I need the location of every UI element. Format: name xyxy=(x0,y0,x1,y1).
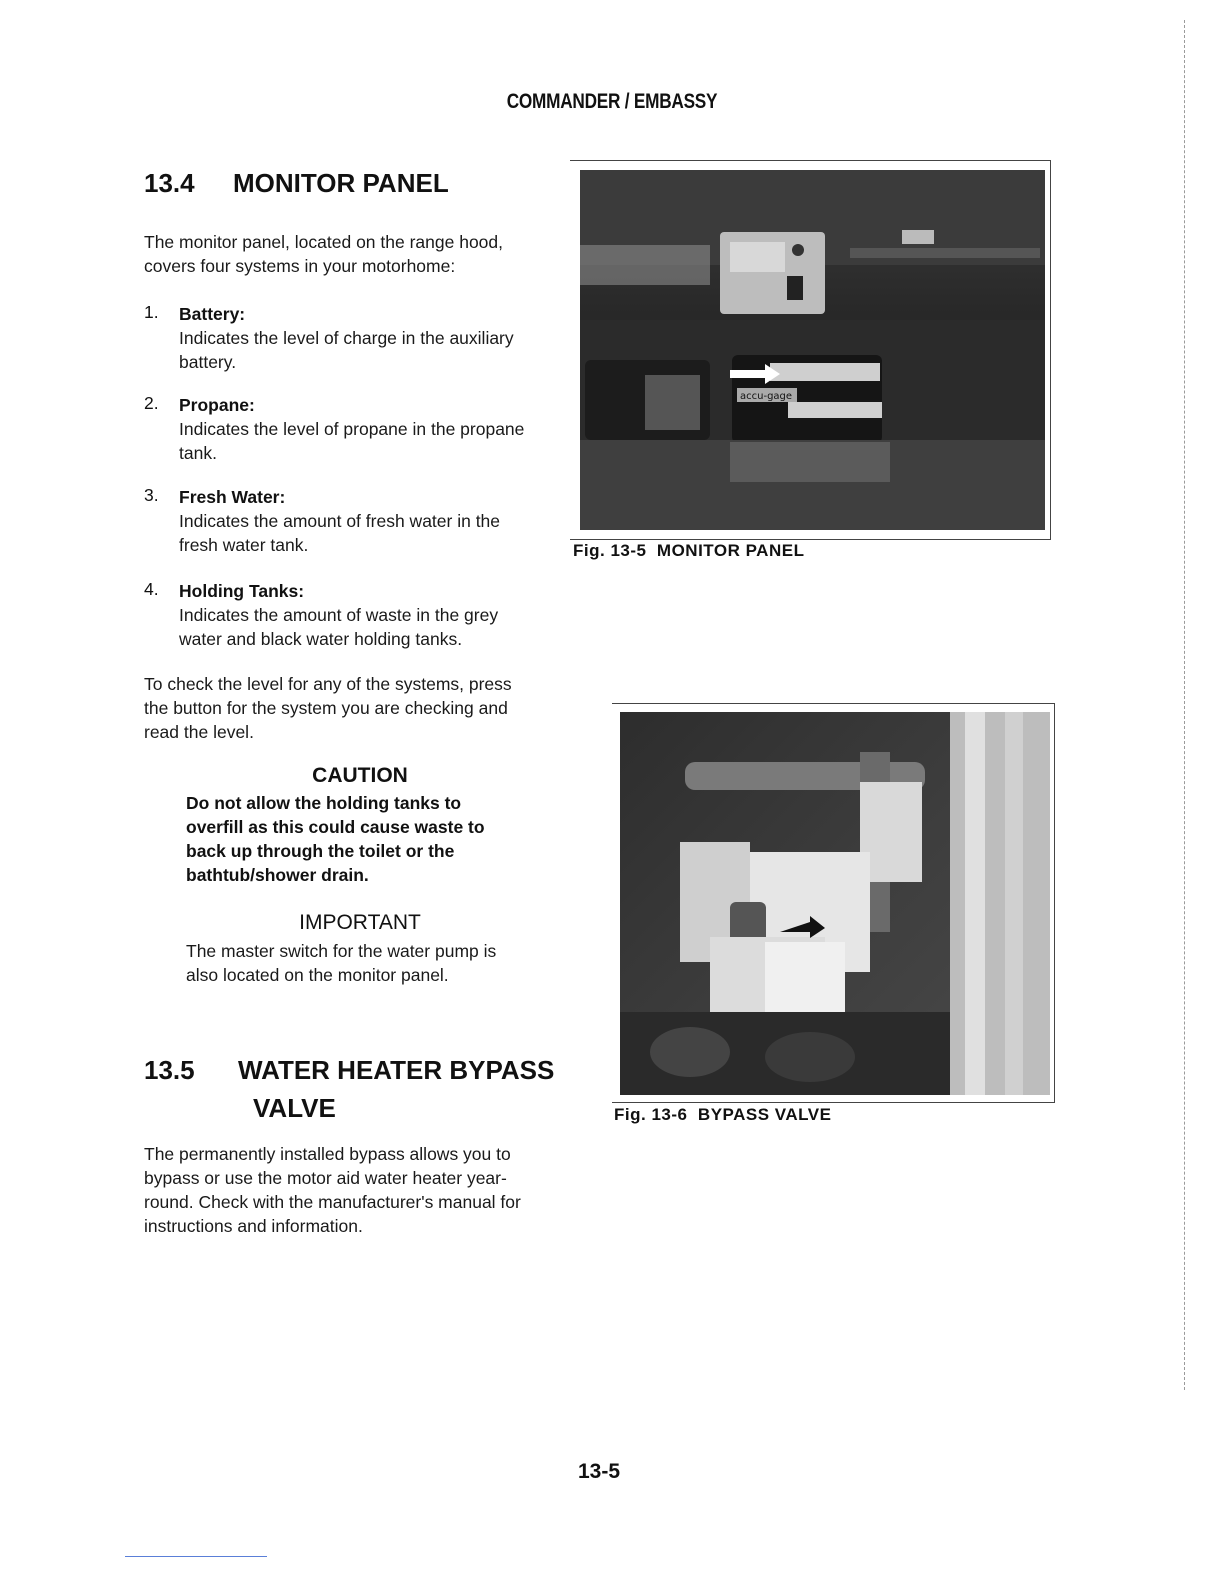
page-number: 13-5 xyxy=(578,1460,621,1483)
bypass-line: instructions and information. xyxy=(144,1216,363,1236)
intro-paragraph xyxy=(144,230,574,278)
list-item-title: Holding Tanks: xyxy=(179,581,305,601)
section-number-13-4: 13.4 xyxy=(144,168,195,198)
monitor-panel-photo xyxy=(580,170,1045,530)
bypass-line: round. Check with the manufacturer's manual for xyxy=(144,1192,521,1212)
monitor-panel-illustration xyxy=(580,170,1045,530)
scan-edge-line xyxy=(1184,20,1185,1390)
list-item-line: Indicates the level of charge in the auxiliary xyxy=(179,328,514,348)
important-heading: IMPORTANT xyxy=(299,911,421,934)
caution-line: Do not allow the holding tanks to xyxy=(186,793,462,813)
check-paragraph xyxy=(144,672,574,744)
intro-line: covers four systems in your motorhome: xyxy=(144,256,456,276)
figure-caption-text: MONITOR PANEL xyxy=(656,541,805,560)
bypass-line: bypass or use the motor aid water heater year- xyxy=(144,1168,507,1188)
panel-brand-text: accu-gage xyxy=(740,391,793,402)
scan-rule-line xyxy=(125,1556,267,1557)
check-line: the button for the system you are checking and xyxy=(144,698,508,718)
bypass-paragraph xyxy=(144,1142,584,1238)
figure-caption-text: BYPASS VALVE xyxy=(697,1105,832,1124)
list-number: 3. xyxy=(144,485,159,505)
list-number: 4. xyxy=(144,579,159,599)
intro-line: The monitor panel, located on the range hood, xyxy=(144,232,503,252)
caution-text xyxy=(186,791,566,887)
section-title-monitor-panel: MONITOR PANEL xyxy=(233,168,449,198)
list-item-line: Indicates the amount of fresh water in the xyxy=(179,511,501,531)
bypass-valve-photo xyxy=(620,712,1050,1095)
caution-line: overfill as this could cause waste to xyxy=(186,817,485,837)
running-header: COMMANDER / EMBASSY xyxy=(506,90,718,113)
section-number-13-5: 13.5 xyxy=(144,1055,195,1085)
list-item-line: battery. xyxy=(179,352,237,372)
caution-line: bathtub/shower drain. xyxy=(186,865,369,885)
check-line: To check the level for any of the systems, press xyxy=(144,674,512,694)
list-item-title: Fresh Water: xyxy=(179,487,286,507)
list-item-line: tank. xyxy=(179,443,217,463)
list-item-line: fresh water tank. xyxy=(179,535,309,555)
bypass-line: The permanently installed bypass allows you to xyxy=(144,1144,511,1164)
important-line: also located on the monitor panel. xyxy=(186,965,449,985)
bypass-valve-illustration xyxy=(620,712,1050,1095)
figure-label: Fig. 13-5 xyxy=(573,541,647,560)
list-item-line: Indicates the amount of waste in the grey xyxy=(179,605,499,625)
section-title-bypass-line1: WATER HEATER BYPASS xyxy=(238,1055,555,1085)
list-item-title: Battery: xyxy=(179,304,246,324)
figure-label: Fig. 13-6 xyxy=(614,1105,688,1124)
list-number: 2. xyxy=(144,393,159,413)
list-item-line: water and black water holding tanks. xyxy=(179,629,463,649)
caution-heading: CAUTION xyxy=(312,764,408,787)
figure-13-6-caption xyxy=(614,1105,831,1125)
list-item-title: Propane: xyxy=(179,395,255,415)
section-title-bypass-line2: VALVE xyxy=(253,1093,336,1123)
list-number: 1. xyxy=(144,302,159,322)
list-item-line: Indicates the level of propane in the propane xyxy=(179,419,525,439)
important-text xyxy=(186,939,566,987)
figure-13-5-caption xyxy=(573,541,804,561)
important-line: The master switch for the water pump is xyxy=(186,941,497,961)
caution-line: back up through the toilet or the xyxy=(186,841,455,861)
check-line: read the level. xyxy=(144,722,254,742)
